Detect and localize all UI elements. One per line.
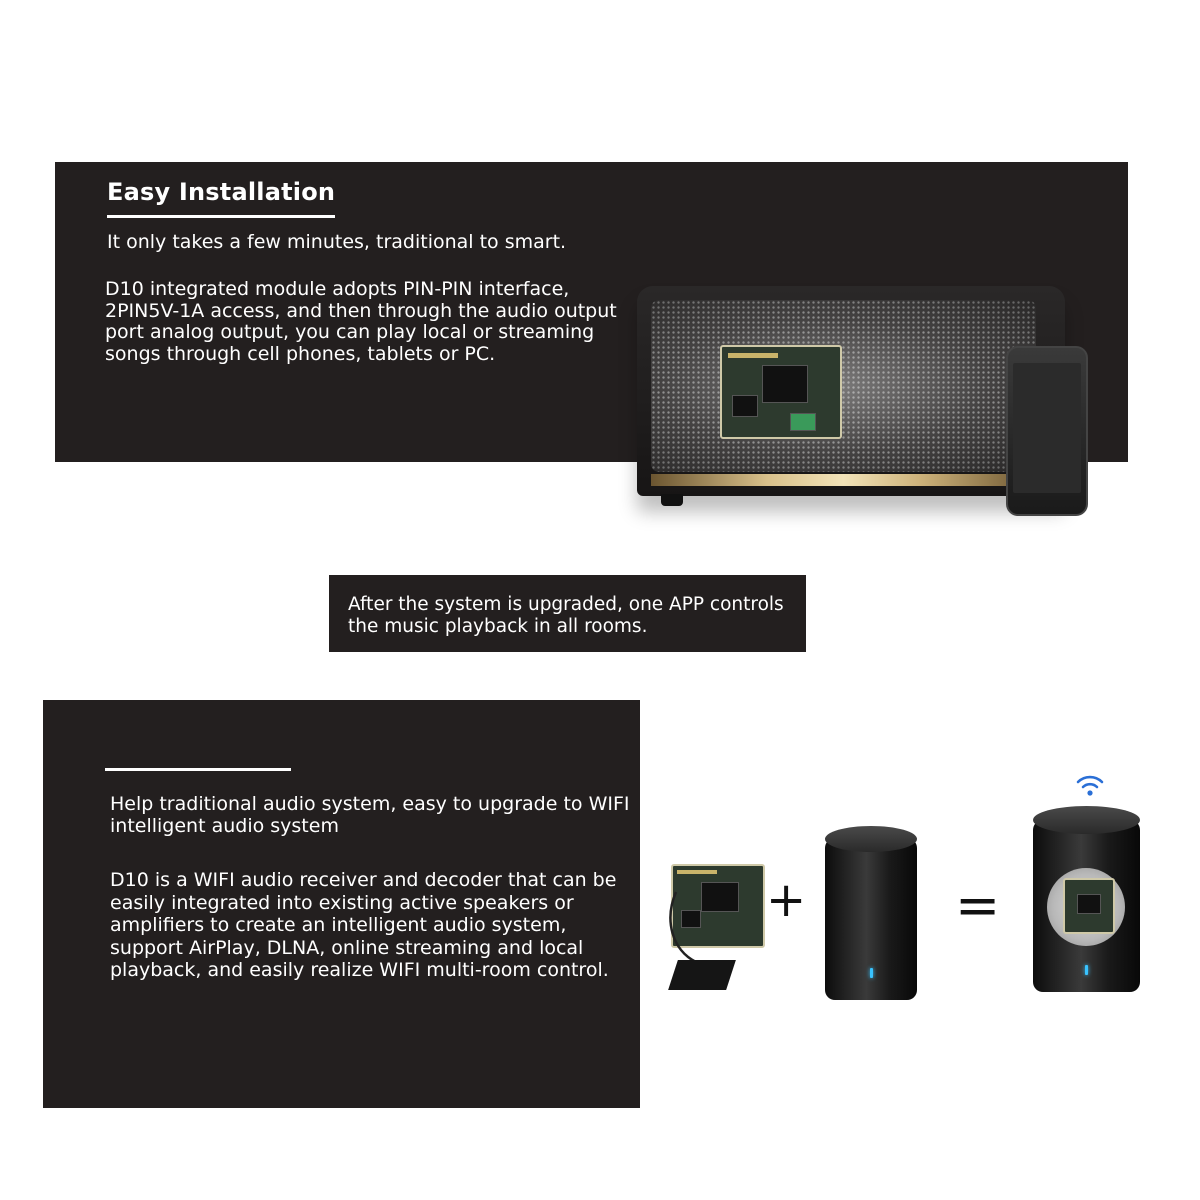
module-header-pins xyxy=(677,870,717,874)
smartphone-screen xyxy=(1013,363,1081,493)
section-underline xyxy=(105,768,291,771)
smart-speaker-top xyxy=(1033,806,1140,834)
module-chip xyxy=(1077,894,1101,914)
upgrade-intro: Help traditional audio system, easy to upgrade to WIFI intelligent audio system xyxy=(110,793,630,837)
speaker-grille xyxy=(651,300,1036,472)
caption-text: After the system is upgraded, one APP controls the music playback in all rooms. xyxy=(348,594,784,637)
equals-sign: = xyxy=(955,874,1001,937)
status-led xyxy=(1085,965,1088,975)
module-header-pins xyxy=(728,353,778,358)
status-led xyxy=(870,968,873,978)
section-intro: It only takes a few minutes, traditional to smart. xyxy=(107,231,567,253)
title-underline xyxy=(107,215,335,218)
section-title: Easy Installation xyxy=(107,178,336,206)
upgrade-description: D10 is a WIFI audio receiver and decoder that can be easily integrated into existing active speakers or amplifiers to create an intelligent audio system, support AirPlay, DLNA, online streaming and local playback, and easily realize WIFI multi-room control. xyxy=(110,869,617,981)
cylinder-speaker-top xyxy=(825,826,917,852)
antenna-image xyxy=(668,960,736,990)
wifi-icon xyxy=(1075,770,1105,800)
module-terminal xyxy=(790,413,816,431)
plus-sign: + xyxy=(766,872,807,928)
module-chip xyxy=(762,365,808,403)
section-description: D10 integrated module adopts PIN-PIN interface, 2PIN5V-1A access, and then through the audio output port analog output, you can play local or streaming songs through cell phones, tablets or PC. xyxy=(105,278,617,365)
module-chip xyxy=(732,395,758,417)
speaker-gold-trim xyxy=(651,474,1036,486)
embedded-module-image xyxy=(1063,878,1115,934)
d10-module-board-image xyxy=(720,345,842,439)
antenna-cable xyxy=(668,890,708,970)
speaker-foot xyxy=(661,494,683,506)
